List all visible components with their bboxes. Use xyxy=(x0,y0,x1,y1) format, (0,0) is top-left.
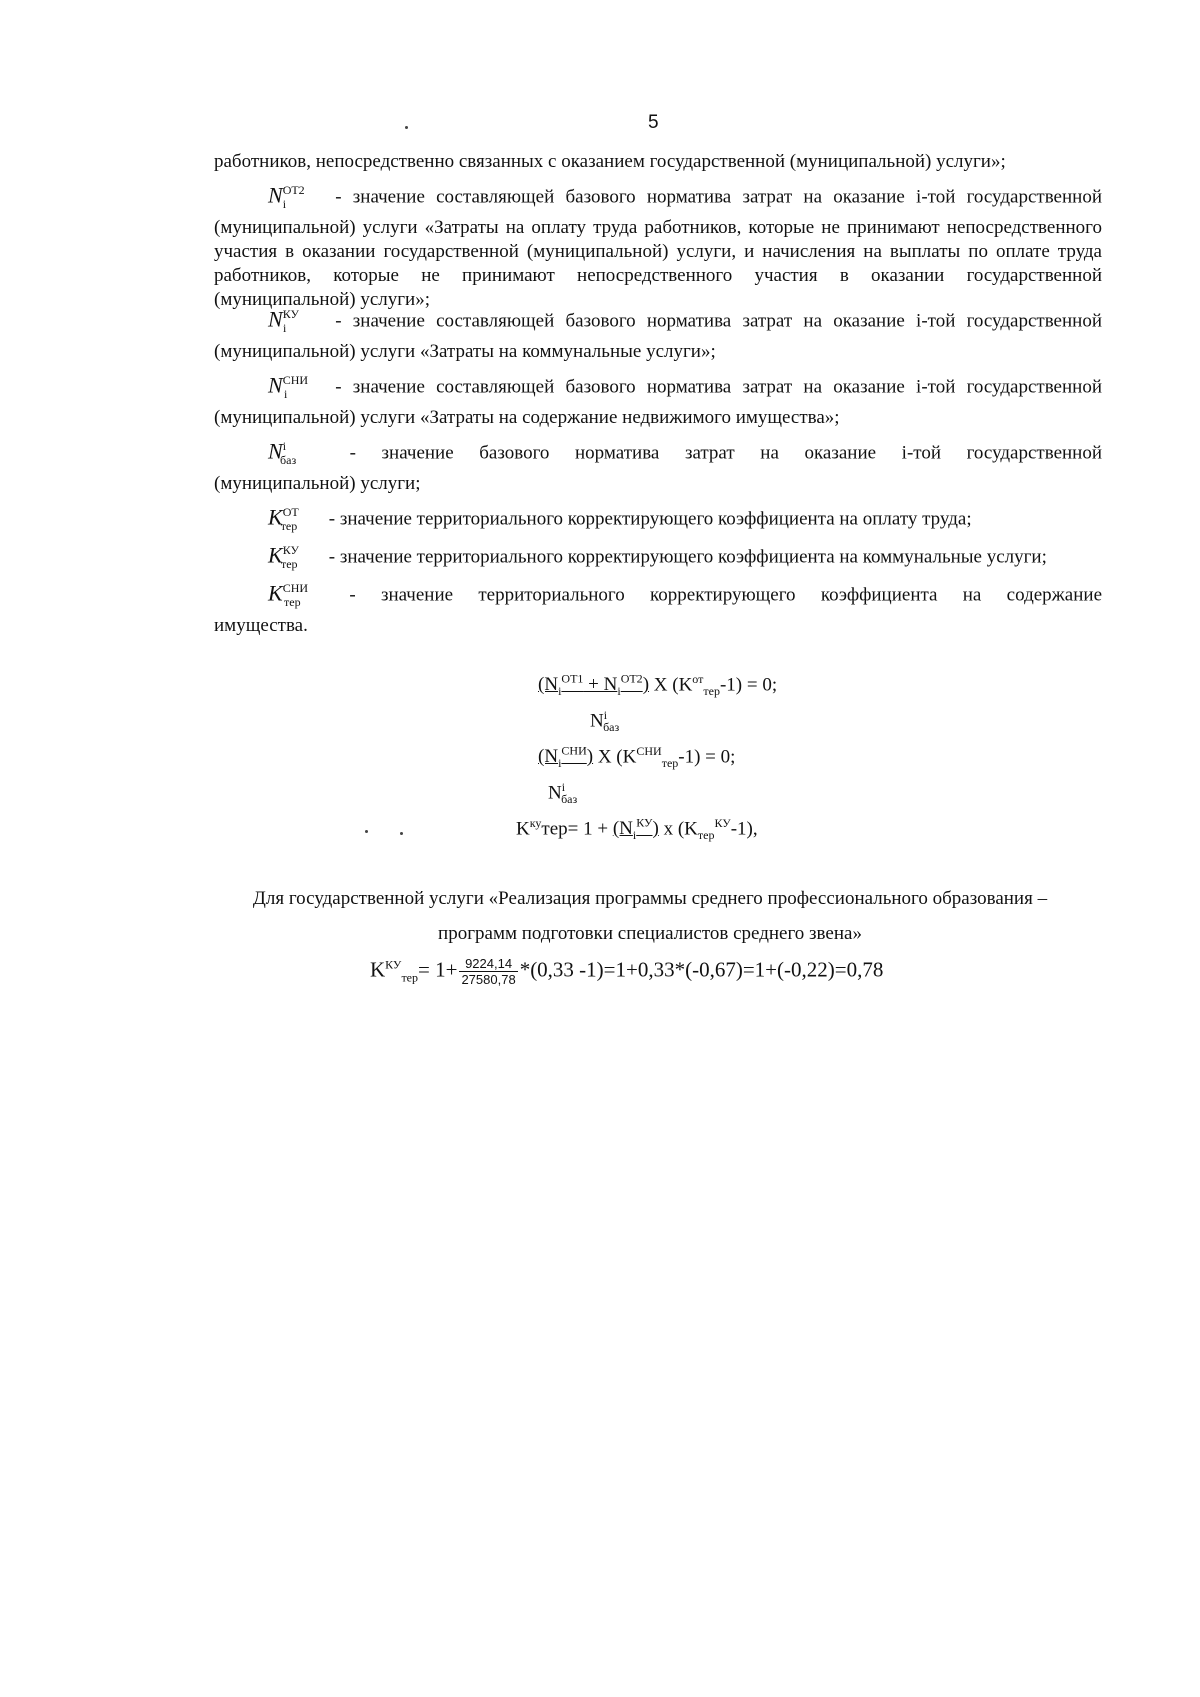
symbol-n-ot2: $N^{ОТ2}_i$ xyxy=(268,182,305,211)
definition-rest: (муниципальной) услуги «Затраты на оплату труда работников, которые не принимают непосредственного участия в оказании государственной (муниципальной) услуги, и начисления на выплаты по оплате труда работников, которые не принимают непосредственного участия в оказании государственной (муниципальной) услуги»; xyxy=(214,216,1102,310)
definition-n-baz xyxy=(214,434,1102,496)
definition-k-ot xyxy=(214,500,1102,538)
formula-ot: $(N_i^{ОТ1} + N_i^{ОТ2})$ X $(K^{от}_{тер}-1) = 0$; xyxy=(538,672,778,699)
formula-ku: $K^{ку}тер= 1 + (N_i^{КУ})$ x $(K_{тер}^{КУ}-1)$, xyxy=(516,816,758,843)
symbol-n-baz: $N^i_{баз}$ xyxy=(268,438,297,467)
definition-n-sni xyxy=(214,368,1102,430)
formula-ot-numerator: $(N_i^{ОТ1} + N_i^{ОТ2})$ xyxy=(538,672,650,699)
definition-rest: имущества. xyxy=(214,614,308,636)
formula-sni: $(N_i^{СНИ})$ X $(K^{СНИ}_{тер}-1) = 0$; xyxy=(538,744,736,771)
symbol-k-ot: $K^{ОТ}_{тер}$ xyxy=(268,504,299,533)
definition-line: - значение составляющей базового норматива затрат на оказание i-той государственной xyxy=(335,186,1102,208)
page-number: 5 xyxy=(648,112,659,133)
symbol-n-ku: $N^{КУ}_i$ xyxy=(268,306,299,335)
definition-line: - значение территориального корректирующего коэффициента на оплату труда; xyxy=(328,508,972,530)
symbol-k-sni: $K^{СНИ}_{тер}$ xyxy=(268,580,309,609)
formula-sni-numerator: $(N_i^{СНИ})$ xyxy=(538,744,594,771)
definition-line: - значение территориального корректирующего коэффициента на коммунальные услуги; xyxy=(328,546,1047,568)
scan-speck xyxy=(405,126,408,129)
scan-speck xyxy=(400,832,403,835)
definition-rest: (муниципальной) услуги «Затраты на коммунальные услуги»; xyxy=(214,340,716,362)
definition-n-ot2 xyxy=(214,178,1102,312)
definition-k-sni xyxy=(214,576,1102,638)
definition-line: - значение составляющей базового норматива затрат на оказание i-той государственной xyxy=(335,376,1102,398)
formula-ot-denominator: $N^i_{баз}$ xyxy=(590,708,620,735)
definition-n-ku xyxy=(214,302,1102,364)
service-title-line2: программ подготовки специалистов среднего звена» xyxy=(438,923,862,944)
symbol-n-sni: $N^{СНИ}_i$ xyxy=(268,372,309,401)
definition-rest: (муниципальной) услуги; xyxy=(214,472,421,494)
formula-sni-denominator: $N^i_{баз}$ xyxy=(548,780,578,807)
final-fraction: $\frac{9224,14}{27580,78}$ xyxy=(461,956,516,987)
formula-ku-numerator: $(N_i^{КУ})$ xyxy=(612,816,659,843)
final-formula: $K^{КУ}_{тер}= 1+$ $\frac{9224,14}{27580,78}$ *(0,33 -1)=1+0,33*(-0,67)=1+(-0,22)=0,78 xyxy=(370,956,884,987)
scan-speck xyxy=(365,830,368,833)
definition-line: - значение территориального корректирующего коэффициента на содержание xyxy=(349,584,1102,606)
service-title-line1: Для государственной услуги «Реализация программы среднего профессионального образования – xyxy=(252,888,1048,909)
definition-line: - значение составляющей базового норматива затрат на оказание i-той государственной xyxy=(335,310,1102,332)
continuation-text: работников, непосредственно связанных с оказанием государственной (муниципальной) услуги»; xyxy=(214,151,1006,172)
definition-k-ku xyxy=(214,538,1102,576)
symbol-k-ku: $K^{КУ}_{тер}$ xyxy=(268,542,299,571)
definition-line: - значение базового норматива затрат на оказание i-той государственной xyxy=(349,442,1103,464)
definition-rest: (муниципальной) услуги «Затраты на содержание недвижимого имущества»; xyxy=(214,406,840,428)
